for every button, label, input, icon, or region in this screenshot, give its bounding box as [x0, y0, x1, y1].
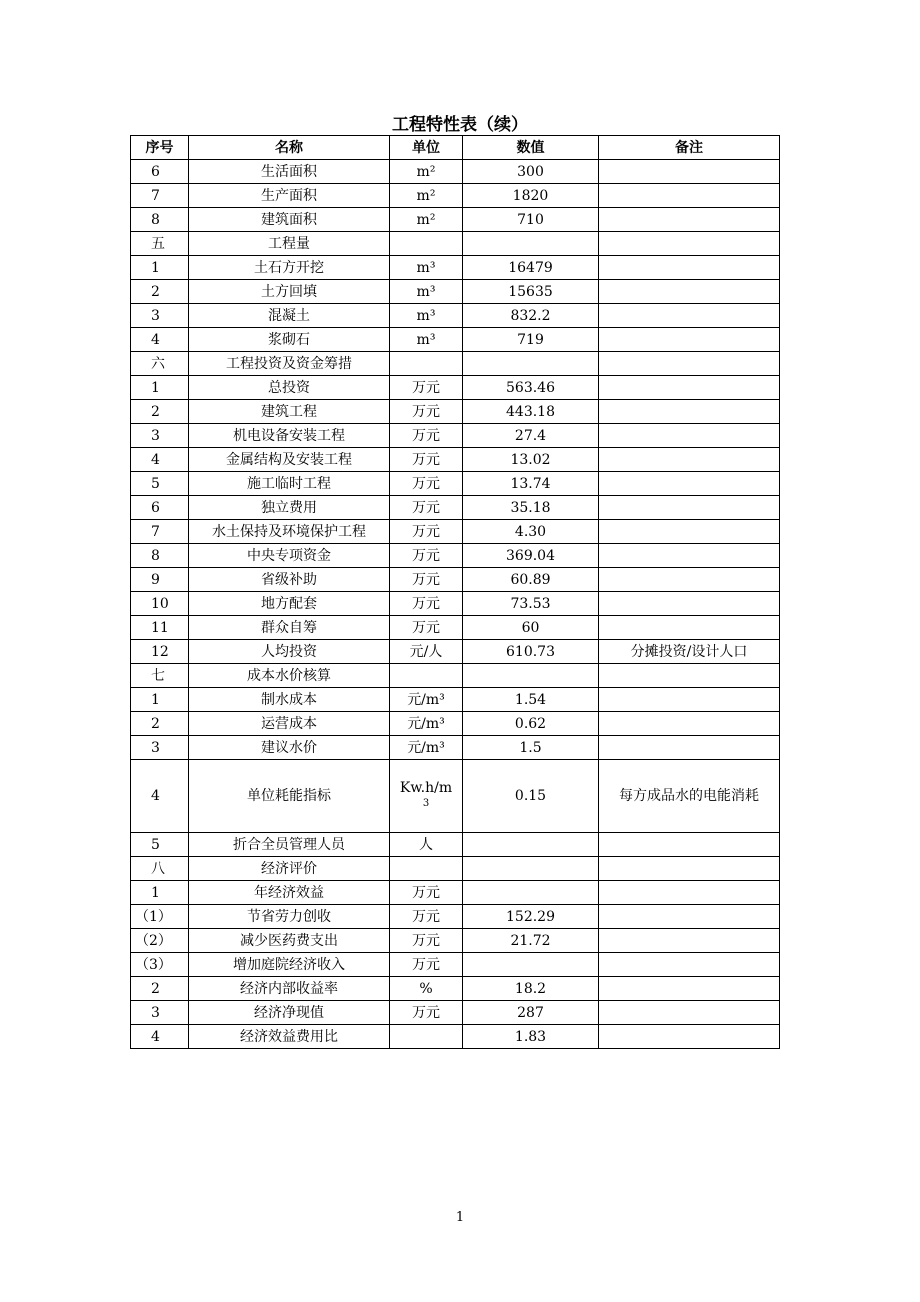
table-row	[131, 857, 780, 881]
cell-note	[599, 664, 780, 688]
cell-unit-main: Kw.h/m	[399, 780, 453, 796]
cell-unit-tail: 3	[422, 798, 430, 809]
cell-value: 15635	[463, 280, 599, 304]
cell-name: 土石方开挖	[189, 256, 390, 280]
cell-note	[599, 184, 780, 208]
cell-no: 1	[131, 688, 189, 712]
cell-name: 混凝土	[189, 304, 390, 328]
table-row	[131, 184, 780, 208]
cell-unit	[390, 857, 463, 881]
cell-note: 每方成品水的电能消耗	[599, 760, 780, 833]
table-row	[131, 280, 780, 304]
cell-name: 建筑面积	[189, 208, 390, 232]
table-row	[131, 688, 780, 712]
cell-note	[599, 881, 780, 905]
cell-name: 群众自筹	[189, 616, 390, 640]
cell-no: 11	[131, 616, 189, 640]
table-row	[131, 472, 780, 496]
table-row	[131, 1025, 780, 1049]
cell-value: 60.89	[463, 568, 599, 592]
cell-unit: 万元	[390, 544, 463, 568]
cell-note	[599, 328, 780, 352]
cell-no: 7	[131, 184, 189, 208]
cell-value	[463, 953, 599, 977]
table-row	[131, 232, 780, 256]
cell-name: 增加庭院经济收入	[189, 953, 390, 977]
cell-name: 建议水价	[189, 736, 390, 760]
cell-unit: 万元	[390, 496, 463, 520]
cell-value	[463, 352, 599, 376]
cell-no: 6	[131, 160, 189, 184]
cell-value: 563.46	[463, 376, 599, 400]
cell-unit: m³	[390, 256, 463, 280]
cell-no: 12	[131, 640, 189, 664]
cell-note	[599, 544, 780, 568]
cell-no: 4	[131, 448, 189, 472]
cell-name: 水土保持及环境保护工程	[189, 520, 390, 544]
cell-no: 2	[131, 977, 189, 1001]
cell-value: 1820	[463, 184, 599, 208]
cell-name: 建筑工程	[189, 400, 390, 424]
cell-value: 152.29	[463, 905, 599, 929]
cell-note	[599, 232, 780, 256]
cell-unit	[390, 664, 463, 688]
cell-value: 13.02	[463, 448, 599, 472]
cell-note	[599, 160, 780, 184]
table-row	[131, 760, 780, 833]
cell-no: 3	[131, 736, 189, 760]
cell-name: 经济净现值	[189, 1001, 390, 1025]
cell-value: 1.5	[463, 736, 599, 760]
cell-name: 经济内部收益率	[189, 977, 390, 1001]
cell-name: 施工临时工程	[189, 472, 390, 496]
table-row	[131, 256, 780, 280]
cell-no: 五	[131, 232, 189, 256]
cell-note	[599, 736, 780, 760]
cell-no: 3	[131, 1001, 189, 1025]
cell-name: 减少医药费支出	[189, 929, 390, 953]
table-row	[131, 664, 780, 688]
table-row	[131, 616, 780, 640]
header-note: 备注	[599, 136, 780, 160]
cell-note	[599, 376, 780, 400]
header-no: 序号	[131, 136, 189, 160]
table-title: 工程特性表（续）	[392, 115, 528, 135]
cell-note	[599, 592, 780, 616]
cell-name: 人均投资	[189, 640, 390, 664]
cell-unit	[390, 1025, 463, 1049]
table-row	[131, 833, 780, 857]
cell-note	[599, 953, 780, 977]
table-header-row	[131, 136, 780, 160]
cell-value: 73.53	[463, 592, 599, 616]
cell-unit: 万元	[390, 520, 463, 544]
cell-name: 金属结构及安装工程	[189, 448, 390, 472]
cell-no: 八	[131, 857, 189, 881]
cell-value: 21.72	[463, 929, 599, 953]
cell-unit: 万元	[390, 568, 463, 592]
cell-unit	[390, 232, 463, 256]
table-row	[131, 1001, 780, 1025]
cell-note	[599, 280, 780, 304]
cell-name: 中央专项资金	[189, 544, 390, 568]
table-row	[131, 352, 780, 376]
cell-name: 年经济效益	[189, 881, 390, 905]
cell-note: 分摊投资/设计人口	[599, 640, 780, 664]
cell-note	[599, 496, 780, 520]
page-number: 1	[455, 1210, 465, 1225]
header-value: 数值	[463, 136, 599, 160]
cell-unit	[390, 352, 463, 376]
table-row	[131, 208, 780, 232]
cell-note	[599, 905, 780, 929]
cell-note	[599, 568, 780, 592]
table-row	[131, 400, 780, 424]
cell-no: （3）	[131, 953, 189, 977]
cell-no: 六	[131, 352, 189, 376]
cell-no: 1	[131, 881, 189, 905]
table-row	[131, 592, 780, 616]
cell-no: 七	[131, 664, 189, 688]
cell-unit: 元/人	[390, 640, 463, 664]
cell-unit: m²	[390, 208, 463, 232]
cell-value: 60	[463, 616, 599, 640]
table-row	[131, 977, 780, 1001]
cell-name: 省级补助	[189, 568, 390, 592]
table-row	[131, 568, 780, 592]
cell-name: 工程投资及资金筹措	[189, 352, 390, 376]
cell-value: 443.18	[463, 400, 599, 424]
cell-value: 300	[463, 160, 599, 184]
cell-name: 土方回填	[189, 280, 390, 304]
cell-name: 折合全员管理人员	[189, 833, 390, 857]
cell-no: 3	[131, 424, 189, 448]
cell-note	[599, 1025, 780, 1049]
cell-note	[599, 448, 780, 472]
cell-name: 独立费用	[189, 496, 390, 520]
cell-note	[599, 472, 780, 496]
cell-unit: 元/m³	[390, 736, 463, 760]
cell-value	[463, 881, 599, 905]
cell-no: 2	[131, 280, 189, 304]
cell-name: 经济效益费用比	[189, 1025, 390, 1049]
cell-name: 经济评价	[189, 857, 390, 881]
cell-unit: 万元	[390, 616, 463, 640]
table-row	[131, 905, 780, 929]
cell-value: 4.30	[463, 520, 599, 544]
cell-note	[599, 208, 780, 232]
cell-unit: 万元	[390, 376, 463, 400]
cell-no: 8	[131, 544, 189, 568]
table-row	[131, 160, 780, 184]
cell-value: 0.15	[463, 760, 599, 833]
cell-name: 总投资	[189, 376, 390, 400]
cell-value: 18.2	[463, 977, 599, 1001]
cell-value: 16479	[463, 256, 599, 280]
cell-unit: m³	[390, 280, 463, 304]
table-row	[131, 929, 780, 953]
table-row	[131, 424, 780, 448]
table-row	[131, 448, 780, 472]
table-row	[131, 496, 780, 520]
cell-note	[599, 688, 780, 712]
cell-no: 4	[131, 760, 189, 833]
table-row	[131, 881, 780, 905]
cell-no: 4	[131, 1025, 189, 1049]
cell-name: 浆砌石	[189, 328, 390, 352]
table-row	[131, 736, 780, 760]
table-row	[131, 520, 780, 544]
cell-no: 2	[131, 712, 189, 736]
cell-unit: m³	[390, 328, 463, 352]
cell-unit: m²	[390, 184, 463, 208]
cell-value	[463, 857, 599, 881]
cell-note	[599, 929, 780, 953]
cell-unit: 万元	[390, 472, 463, 496]
cell-note	[599, 833, 780, 857]
cell-note	[599, 352, 780, 376]
cell-name: 节省劳力创收	[189, 905, 390, 929]
cell-value: 13.74	[463, 472, 599, 496]
cell-value: 369.04	[463, 544, 599, 568]
cell-note	[599, 977, 780, 1001]
cell-no: 2	[131, 400, 189, 424]
table-row	[131, 328, 780, 352]
cell-no: 5	[131, 472, 189, 496]
cell-value: 287	[463, 1001, 599, 1025]
cell-unit: 万元	[390, 953, 463, 977]
cell-value: 710	[463, 208, 599, 232]
cell-unit: 万元	[390, 592, 463, 616]
cell-no: 5	[131, 833, 189, 857]
cell-value: 1.83	[463, 1025, 599, 1049]
cell-unit: 万元	[390, 929, 463, 953]
cell-note	[599, 256, 780, 280]
engineering-characteristics-table	[130, 135, 780, 1049]
table-row	[131, 544, 780, 568]
cell-name: 工程量	[189, 232, 390, 256]
cell-note	[599, 712, 780, 736]
cell-value: 610.73	[463, 640, 599, 664]
cell-no: 6	[131, 496, 189, 520]
table-row	[131, 376, 780, 400]
cell-unit: 人	[390, 833, 463, 857]
cell-unit: 万元	[390, 448, 463, 472]
cell-unit: m³	[390, 304, 463, 328]
cell-note	[599, 520, 780, 544]
cell-value	[463, 664, 599, 688]
cell-name: 制水成本	[189, 688, 390, 712]
cell-name: 单位耗能指标	[189, 760, 390, 833]
cell-name: 生产面积	[189, 184, 390, 208]
cell-note	[599, 616, 780, 640]
table-row	[131, 953, 780, 977]
table-row	[131, 640, 780, 664]
cell-value: 0.62	[463, 712, 599, 736]
cell-no: 3	[131, 304, 189, 328]
cell-unit: 元/m³	[390, 712, 463, 736]
cell-no: 8	[131, 208, 189, 232]
cell-name: 地方配套	[189, 592, 390, 616]
cell-value: 35.18	[463, 496, 599, 520]
cell-name: 运营成本	[189, 712, 390, 736]
header-name: 名称	[189, 136, 390, 160]
cell-note	[599, 857, 780, 881]
cell-value: 719	[463, 328, 599, 352]
cell-unit: 万元	[390, 881, 463, 905]
cell-no: 1	[131, 256, 189, 280]
header-unit: 单位	[390, 136, 463, 160]
cell-unit: %	[390, 977, 463, 1001]
cell-no: 10	[131, 592, 189, 616]
cell-name: 机电设备安装工程	[189, 424, 390, 448]
cell-note	[599, 400, 780, 424]
cell-note	[599, 1001, 780, 1025]
cell-value	[463, 232, 599, 256]
cell-unit: 万元	[390, 905, 463, 929]
cell-name: 生活面积	[189, 160, 390, 184]
cell-note	[599, 424, 780, 448]
cell-no: 4	[131, 328, 189, 352]
cell-no: （2）	[131, 929, 189, 953]
cell-no: 7	[131, 520, 189, 544]
table-row	[131, 304, 780, 328]
cell-unit: 万元	[390, 424, 463, 448]
cell-unit: 万元	[390, 400, 463, 424]
table-row	[131, 712, 780, 736]
cell-name: 成本水价核算	[189, 664, 390, 688]
cell-value: 1.54	[463, 688, 599, 712]
cell-unit: m²	[390, 160, 463, 184]
cell-no: （1）	[131, 905, 189, 929]
cell-unit	[390, 760, 463, 833]
cell-unit: 万元	[390, 1001, 463, 1025]
cell-value: 27.4	[463, 424, 599, 448]
cell-no: 9	[131, 568, 189, 592]
cell-value: 832.2	[463, 304, 599, 328]
cell-value	[463, 833, 599, 857]
cell-note	[599, 304, 780, 328]
table-body	[131, 160, 780, 1049]
cell-no: 1	[131, 376, 189, 400]
cell-unit: 元/m³	[390, 688, 463, 712]
